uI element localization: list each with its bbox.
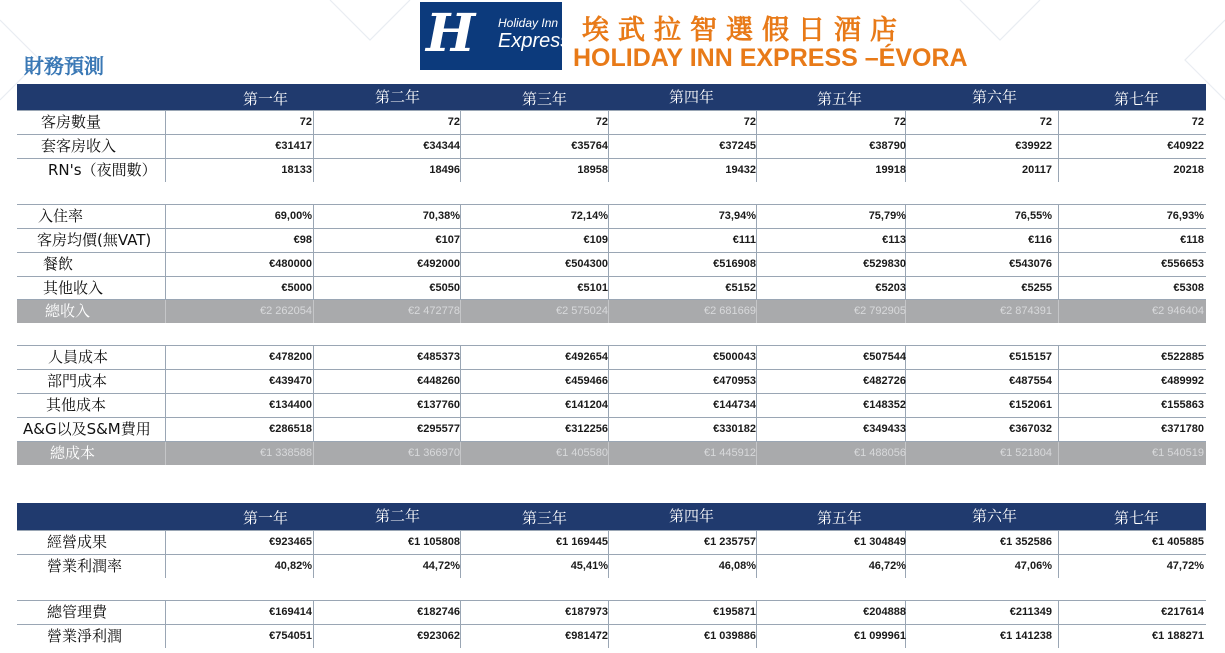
column-divider xyxy=(313,205,314,228)
value-cell: €478200 xyxy=(269,351,312,363)
table-row xyxy=(17,624,1206,648)
value-cell: €515157 xyxy=(1009,351,1052,363)
value-cell: €134400 xyxy=(269,399,312,411)
value-cell: €137760 xyxy=(417,399,460,411)
value-cell: 69,00% xyxy=(274,210,312,222)
revenue-table-header-row xyxy=(17,84,1206,111)
value-cell: 40,82% xyxy=(274,560,312,572)
value-cell: €5000 xyxy=(281,282,312,294)
row-label: 營業淨利潤 xyxy=(47,627,123,645)
value-cell: €286518 xyxy=(269,423,312,435)
value-cell: 72 xyxy=(743,116,756,128)
value-cell: 72 xyxy=(1039,116,1052,128)
column-divider xyxy=(460,418,461,441)
value-cell: 18958 xyxy=(577,164,608,176)
logo-h-mark-icon: H xyxy=(426,3,476,64)
column-divider xyxy=(756,418,757,441)
year-header-3: 第三年 xyxy=(522,90,568,108)
column-divider xyxy=(756,394,757,417)
column-divider xyxy=(608,111,609,134)
value-cell: €187973 xyxy=(565,606,608,618)
value-cell: €312256 xyxy=(565,423,608,435)
table-row xyxy=(17,252,1206,276)
value-cell: 72 xyxy=(299,116,312,128)
value-cell: €2 946404 xyxy=(1152,305,1204,317)
column-divider xyxy=(165,229,166,252)
value-cell: 73,94% xyxy=(718,210,756,222)
value-cell: €1 366970 xyxy=(408,447,460,459)
column-divider xyxy=(460,111,461,134)
value-cell: €195871 xyxy=(713,606,756,618)
value-cell: €981472 xyxy=(565,630,608,642)
table-row xyxy=(17,417,1206,441)
logo-line1: Holiday Inn xyxy=(498,16,559,30)
value-cell: 76,93% xyxy=(1166,210,1204,222)
column-divider xyxy=(608,418,609,441)
value-cell: €504300 xyxy=(565,258,608,270)
row-label: 其他收入 xyxy=(43,279,104,297)
value-cell: €371780 xyxy=(1161,423,1204,435)
value-cell: €516908 xyxy=(713,258,756,270)
value-cell: €448260 xyxy=(417,375,460,387)
value-cell: €5050 xyxy=(429,282,460,294)
column-divider xyxy=(460,229,461,252)
value-cell: €1 304849 xyxy=(854,536,906,548)
total-row xyxy=(17,299,1206,323)
column-divider xyxy=(313,418,314,441)
column-divider xyxy=(608,625,609,648)
column-divider xyxy=(313,229,314,252)
table-row xyxy=(17,134,1206,158)
table-row xyxy=(17,276,1206,300)
row-label: 餐飲 xyxy=(43,255,74,273)
column-divider xyxy=(165,555,166,578)
value-cell: 44,72% xyxy=(422,560,460,572)
value-cell: €543076 xyxy=(1009,258,1052,270)
column-divider xyxy=(165,159,166,182)
value-cell: €1 099961 xyxy=(854,630,906,642)
column-divider xyxy=(460,277,461,300)
row-label: RN's（夜間數） xyxy=(48,161,157,179)
value-cell: €34344 xyxy=(423,140,460,152)
value-cell: €2 792905 xyxy=(854,305,906,317)
value-cell: €31417 xyxy=(275,140,312,152)
value-cell: €1 188271 xyxy=(1152,630,1204,642)
value-cell: 47,06% xyxy=(1014,560,1052,572)
column-divider xyxy=(1058,418,1059,441)
value-cell: €923062 xyxy=(417,630,460,642)
column-divider xyxy=(1058,205,1059,228)
column-divider xyxy=(313,277,314,300)
value-cell: €217614 xyxy=(1161,606,1204,618)
column-divider xyxy=(460,300,461,323)
value-cell: €492000 xyxy=(417,258,460,270)
year-header-5: 第五年 xyxy=(817,90,863,108)
value-cell: €492654 xyxy=(565,351,608,363)
value-cell: €2 681669 xyxy=(704,305,756,317)
column-divider xyxy=(165,370,166,393)
value-cell: €38790 xyxy=(869,140,906,152)
value-cell: 19918 xyxy=(875,164,906,176)
column-divider xyxy=(165,601,166,624)
year-header-7: 第七年 xyxy=(1114,509,1160,527)
value-cell: €1 521804 xyxy=(1000,447,1052,459)
row-label: 經營成果 xyxy=(47,533,108,551)
column-divider xyxy=(1058,601,1059,624)
column-divider xyxy=(165,300,166,323)
column-divider xyxy=(608,277,609,300)
value-cell: €111 xyxy=(732,234,756,246)
column-divider xyxy=(313,346,314,369)
row-label: 客房均價(無VAT) xyxy=(37,231,152,249)
value-cell: 72,14% xyxy=(570,210,608,222)
value-cell: €1 338588 xyxy=(260,447,312,459)
column-divider xyxy=(1058,370,1059,393)
column-divider xyxy=(165,442,166,465)
column-divider xyxy=(756,159,757,182)
value-cell: 18496 xyxy=(429,164,460,176)
year-header-2: 第二年 xyxy=(375,88,421,106)
value-cell: 47,72% xyxy=(1166,560,1204,572)
row-label: 人員成本 xyxy=(48,348,109,366)
value-cell: 72 xyxy=(893,116,906,128)
value-cell: €40922 xyxy=(1167,140,1204,152)
value-cell: €118 xyxy=(1180,234,1204,246)
column-divider xyxy=(313,300,314,323)
column-divider xyxy=(608,555,609,578)
column-divider xyxy=(608,442,609,465)
table-row xyxy=(17,204,1206,228)
value-cell: €349433 xyxy=(863,423,906,435)
table-row xyxy=(17,110,1206,134)
year-header-2: 第二年 xyxy=(375,507,421,525)
result-table-header-row xyxy=(17,503,1206,530)
year-header-6: 第六年 xyxy=(972,507,1018,525)
table-row xyxy=(17,600,1206,624)
column-divider xyxy=(608,370,609,393)
value-cell: €204888 xyxy=(863,606,906,618)
row-label: 總成本 xyxy=(50,444,96,462)
row-label: 總管理費 xyxy=(47,603,108,621)
value-cell: €5308 xyxy=(1173,282,1204,294)
year-header-1: 第一年 xyxy=(243,509,289,527)
column-divider xyxy=(608,394,609,417)
column-divider xyxy=(165,277,166,300)
column-divider xyxy=(460,205,461,228)
column-divider xyxy=(313,370,314,393)
year-header-1: 第一年 xyxy=(243,90,289,108)
row-label: 客房數量 xyxy=(41,113,102,131)
value-cell: €1 445912 xyxy=(704,447,756,459)
column-divider xyxy=(608,159,609,182)
column-divider xyxy=(165,418,166,441)
value-cell: €2 575024 xyxy=(556,305,608,317)
value-cell: €116 xyxy=(1028,234,1052,246)
value-cell: €113 xyxy=(882,234,906,246)
value-cell: €507544 xyxy=(863,351,906,363)
column-divider xyxy=(460,442,461,465)
column-divider xyxy=(313,442,314,465)
column-divider xyxy=(313,111,314,134)
column-divider xyxy=(460,531,461,554)
column-divider xyxy=(313,531,314,554)
value-cell: €489992 xyxy=(1161,375,1204,387)
column-divider xyxy=(608,346,609,369)
column-divider xyxy=(165,394,166,417)
column-divider xyxy=(165,625,166,648)
column-divider xyxy=(165,111,166,134)
column-divider xyxy=(1058,253,1059,276)
value-cell: €37245 xyxy=(719,140,756,152)
value-cell: €482726 xyxy=(863,375,906,387)
value-cell: €211349 xyxy=(1009,606,1052,618)
value-cell: €5203 xyxy=(875,282,906,294)
value-cell: €480000 xyxy=(269,258,312,270)
hotel-name-english: HOLIDAY INN EXPRESS –ÉVORA xyxy=(573,44,968,72)
column-divider xyxy=(608,135,609,158)
column-divider xyxy=(756,442,757,465)
value-cell: €152061 xyxy=(1009,399,1052,411)
value-cell: €1 169445 xyxy=(556,536,608,548)
value-cell: 72 xyxy=(447,116,460,128)
column-divider xyxy=(1058,442,1059,465)
column-divider xyxy=(1058,300,1059,323)
value-cell: €470953 xyxy=(713,375,756,387)
value-cell: 70,38% xyxy=(422,210,460,222)
value-cell: €1 352586 xyxy=(1000,536,1052,548)
column-divider xyxy=(756,555,757,578)
column-divider xyxy=(460,555,461,578)
value-cell: €109 xyxy=(583,234,608,246)
value-cell: 19432 xyxy=(725,164,756,176)
column-divider xyxy=(608,229,609,252)
column-divider xyxy=(608,531,609,554)
row-label: 總收入 xyxy=(45,302,91,320)
value-cell: 18133 xyxy=(281,164,312,176)
column-divider xyxy=(460,601,461,624)
value-cell: €522885 xyxy=(1161,351,1204,363)
column-divider xyxy=(165,346,166,369)
value-cell: €754051 xyxy=(269,630,312,642)
table-row xyxy=(17,228,1206,252)
row-label: 入住率 xyxy=(38,207,84,225)
value-cell: €487554 xyxy=(1009,375,1052,387)
holiday-inn-express-logo xyxy=(420,2,571,70)
year-header-3: 第三年 xyxy=(522,509,568,527)
column-divider xyxy=(313,555,314,578)
column-divider xyxy=(1058,555,1059,578)
value-cell: €923465 xyxy=(269,536,312,548)
table-row xyxy=(17,554,1206,578)
value-cell: 72 xyxy=(1191,116,1204,128)
column-divider xyxy=(608,205,609,228)
column-divider xyxy=(313,253,314,276)
value-cell: €1 105808 xyxy=(408,536,460,548)
column-divider xyxy=(1058,277,1059,300)
column-divider xyxy=(756,135,757,158)
value-cell: €1 405580 xyxy=(556,447,608,459)
column-divider xyxy=(756,277,757,300)
row-label: 營業利潤率 xyxy=(47,557,123,575)
page-title: 財務預測 xyxy=(24,54,104,78)
value-cell: €1 039886 xyxy=(704,630,756,642)
value-cell: €1 141238 xyxy=(1000,630,1052,642)
total-row xyxy=(17,441,1206,465)
year-header-4: 第四年 xyxy=(669,507,715,525)
year-header-7: 第七年 xyxy=(1114,90,1160,108)
value-cell: €2 472778 xyxy=(408,305,460,317)
column-divider xyxy=(313,601,314,624)
column-divider xyxy=(756,625,757,648)
column-divider xyxy=(165,531,166,554)
table-row xyxy=(17,530,1206,554)
column-divider xyxy=(756,370,757,393)
value-cell: €148352 xyxy=(863,399,906,411)
value-cell: €459466 xyxy=(565,375,608,387)
value-cell: €295577 xyxy=(417,423,460,435)
value-cell: €1 540519 xyxy=(1152,447,1204,459)
column-divider xyxy=(608,300,609,323)
column-divider xyxy=(460,625,461,648)
value-cell: €529830 xyxy=(863,258,906,270)
table-row xyxy=(17,158,1206,182)
value-cell: 45,41% xyxy=(570,560,608,572)
hotel-name-chinese: 埃武拉智選假日酒店 xyxy=(582,15,906,46)
column-divider xyxy=(165,205,166,228)
row-label: 套客房收入 xyxy=(41,137,117,155)
column-divider xyxy=(460,346,461,369)
table-row xyxy=(17,345,1206,369)
value-cell: 76,55% xyxy=(1014,210,1052,222)
column-divider xyxy=(1058,229,1059,252)
value-cell: €2 262054 xyxy=(260,305,312,317)
value-cell: 46,08% xyxy=(718,560,756,572)
value-cell: €5152 xyxy=(725,282,756,294)
year-header-4: 第四年 xyxy=(669,88,715,106)
column-divider xyxy=(608,601,609,624)
column-divider xyxy=(1058,625,1059,648)
value-cell: €485373 xyxy=(417,351,460,363)
value-cell: €107 xyxy=(435,234,460,246)
column-divider xyxy=(460,394,461,417)
value-cell: €169414 xyxy=(269,606,312,618)
value-cell: €1 488056 xyxy=(854,447,906,459)
value-cell: €439470 xyxy=(269,375,312,387)
value-cell: €182746 xyxy=(417,606,460,618)
value-cell: €98 xyxy=(293,234,312,246)
value-cell: €141204 xyxy=(565,399,608,411)
column-divider xyxy=(756,111,757,134)
column-divider xyxy=(313,135,314,158)
value-cell: 72 xyxy=(595,116,608,128)
value-cell: 46,72% xyxy=(868,560,906,572)
column-divider xyxy=(1058,135,1059,158)
column-divider xyxy=(165,253,166,276)
column-divider xyxy=(460,135,461,158)
value-cell: €556653 xyxy=(1161,258,1204,270)
row-label: A&G以及S&M費用 xyxy=(23,420,151,438)
column-divider xyxy=(165,135,166,158)
column-divider xyxy=(1058,394,1059,417)
year-header-5: 第五年 xyxy=(817,509,863,527)
value-cell: €5255 xyxy=(1021,282,1052,294)
column-divider xyxy=(313,394,314,417)
column-divider xyxy=(313,625,314,648)
value-cell: €367032 xyxy=(1009,423,1052,435)
column-divider xyxy=(313,159,314,182)
column-divider xyxy=(608,253,609,276)
value-cell: €1 405885 xyxy=(1152,536,1204,548)
column-divider xyxy=(1058,159,1059,182)
value-cell: €155863 xyxy=(1161,399,1204,411)
table-row xyxy=(17,369,1206,393)
value-cell: €2 874391 xyxy=(1000,305,1052,317)
column-divider xyxy=(756,531,757,554)
column-divider xyxy=(1058,111,1059,134)
table-row xyxy=(17,393,1206,417)
column-divider xyxy=(1058,531,1059,554)
value-cell: €330182 xyxy=(713,423,756,435)
column-divider xyxy=(756,229,757,252)
row-label: 部門成本 xyxy=(47,372,108,390)
column-divider xyxy=(756,346,757,369)
column-divider xyxy=(756,601,757,624)
column-divider xyxy=(460,370,461,393)
column-divider xyxy=(1058,346,1059,369)
row-label: 其他成本 xyxy=(46,396,107,414)
value-cell: €500043 xyxy=(713,351,756,363)
value-cell: 75,79% xyxy=(868,210,906,222)
year-header-6: 第六年 xyxy=(972,88,1018,106)
column-divider xyxy=(460,253,461,276)
column-divider xyxy=(756,205,757,228)
value-cell: €39922 xyxy=(1015,140,1052,152)
value-cell: €144734 xyxy=(713,399,756,411)
value-cell: 20117 xyxy=(1022,164,1052,176)
logo-line2: Express xyxy=(498,30,571,52)
value-cell: 20218 xyxy=(1173,164,1204,176)
column-divider xyxy=(756,253,757,276)
value-cell: €5101 xyxy=(577,282,608,294)
value-cell: €35764 xyxy=(571,140,608,152)
value-cell: €1 235757 xyxy=(704,536,756,548)
column-divider xyxy=(460,159,461,182)
column-divider xyxy=(756,300,757,323)
